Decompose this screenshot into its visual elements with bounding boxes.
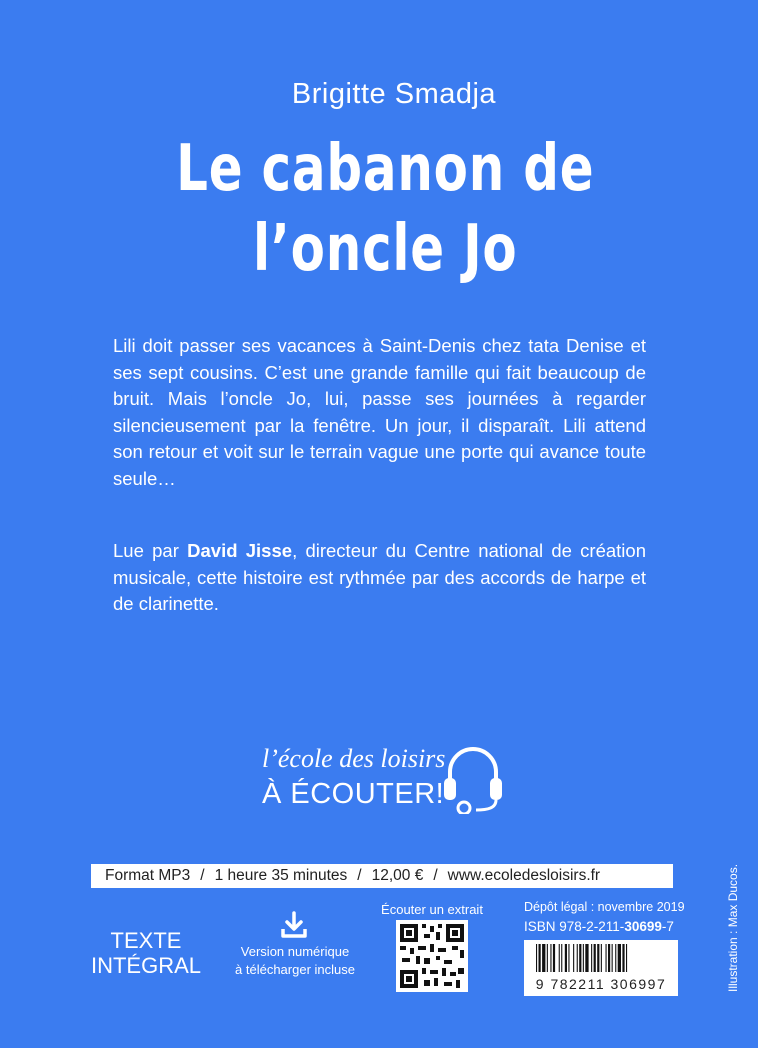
separator: /: [200, 867, 205, 884]
listen-extract-label: Écouter un extrait: [381, 902, 483, 917]
headphones-icon: [438, 742, 508, 814]
book-title-line-1: Le cabanon de: [176, 132, 595, 206]
texte-line-2: INTÉGRAL: [90, 953, 202, 978]
isbn: [524, 919, 674, 934]
barcode-number: 9 782211 306997: [524, 972, 678, 996]
download-text: [228, 943, 362, 979]
author-name: Brigitte Smadja: [291, 78, 497, 110]
book-title-line-2: l’oncle Jo: [252, 212, 518, 286]
reading-paragraph: [113, 538, 646, 618]
info-bar: [91, 864, 673, 888]
legal-deposit: Dépôt légal : novembre 2019: [524, 900, 685, 914]
texte-integral-label: [90, 928, 202, 978]
isbn-bold: 30699: [624, 919, 662, 934]
download-line-2: à télécharger incluse: [235, 962, 355, 977]
website-link[interactable]: www.ecoledesloisirs.fr: [447, 867, 601, 884]
separator: /: [357, 867, 362, 884]
narrator-name: David Jisse: [187, 540, 293, 561]
reading-prefix: Lue par: [113, 540, 188, 561]
reading-suffix: , directeur du Centre national de création musicale, cette histoire est rythmée par des accords de harpe et de clarinette.: [113, 540, 646, 614]
download-line-1: Version numérique: [240, 944, 350, 959]
qr-code[interactable]: [396, 920, 468, 992]
separator: /: [433, 867, 438, 884]
texte-line-1: TEXTE: [110, 928, 182, 953]
isbn-prefix: ISBN 978-2-211-: [524, 919, 625, 934]
illustration-credit: Illustration : Max Ducos.: [726, 863, 740, 992]
price-label: 12,00 €: [371, 867, 424, 884]
download-icon: [279, 910, 309, 940]
collection-name: À ÉCOUTER!: [262, 778, 445, 810]
publisher-name: l’école des loisirs: [262, 744, 446, 773]
summary-paragraph: Lili doit passer ses vacances à Saint-Denis chez tata Denise et ses sept cousins. C’est une grande famille qui fait beaucoup de bruit. Mais l’oncle Jo, lui, passe ses journées à regarder silencieusement par la fenêtre. Un jour, il disparaît. Lili attend son retour et voit sur le terrain vague une porte qui avance toute seule…: [113, 335, 646, 489]
isbn-suffix: -7: [661, 919, 674, 934]
duration-label: 1 heure 35 minutes: [214, 867, 348, 884]
format-label: Format MP3: [105, 867, 191, 884]
